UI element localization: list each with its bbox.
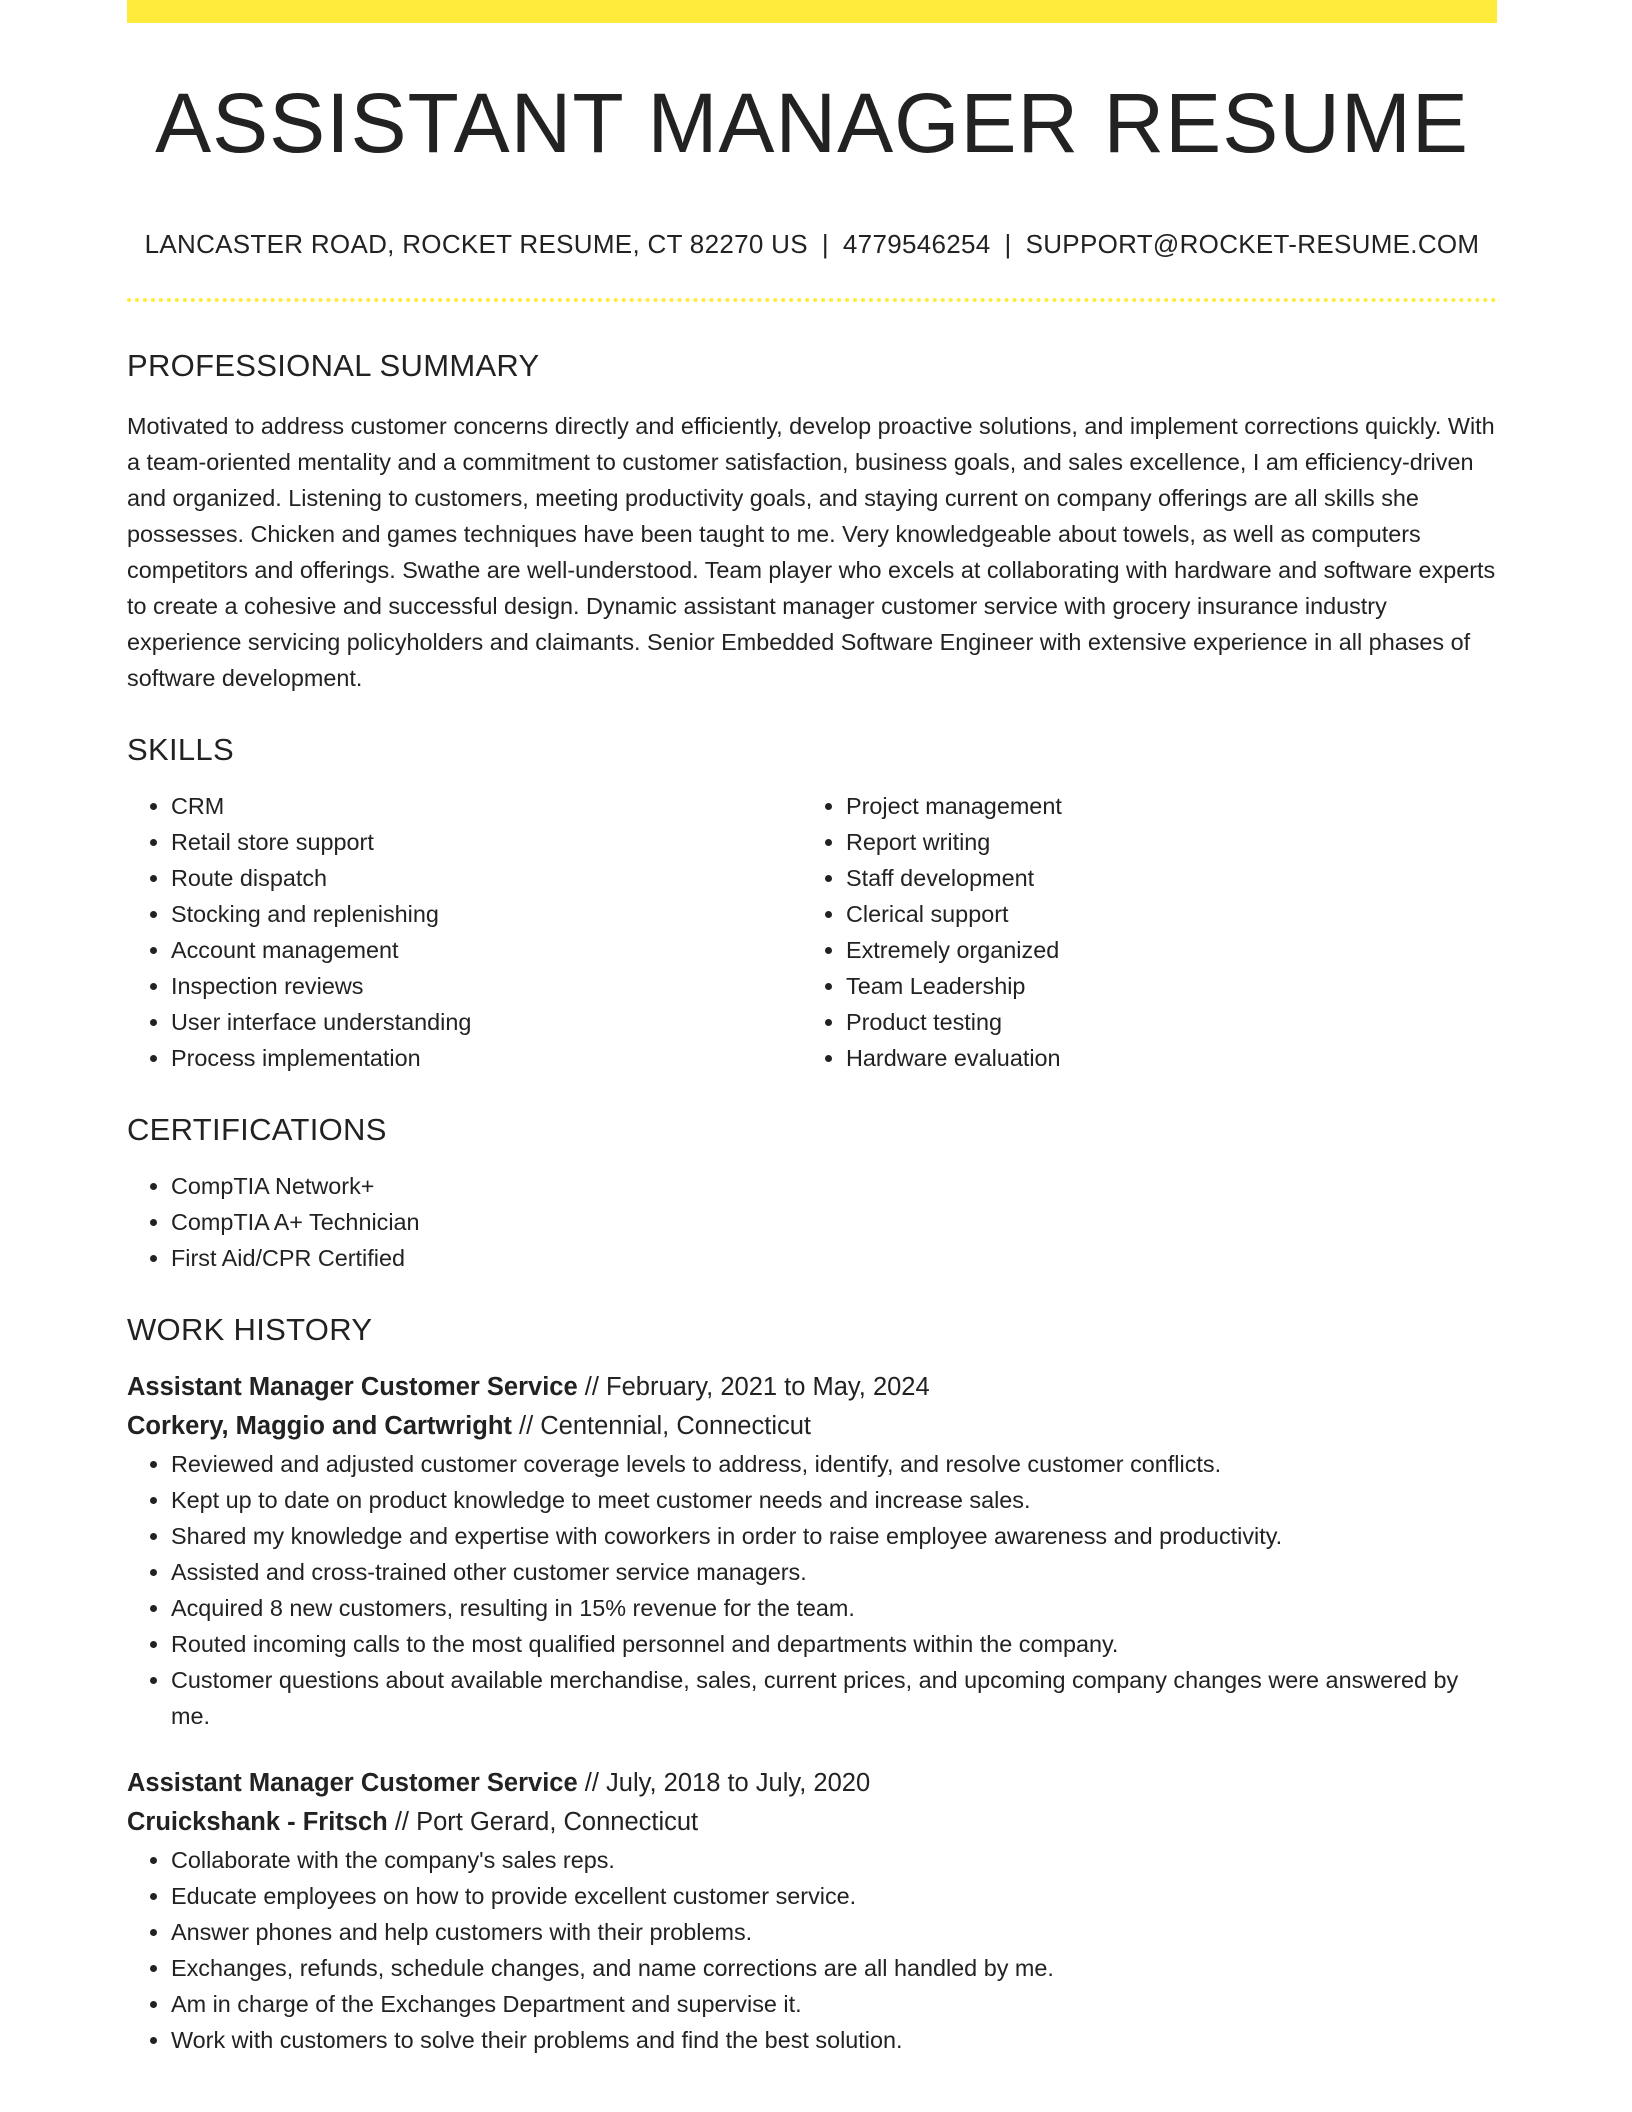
summary-heading: PROFESSIONAL SUMMARY bbox=[127, 348, 540, 383]
skill-item: • Staff development bbox=[846, 860, 1477, 896]
work-history-section bbox=[127, 1312, 1497, 2058]
job-bullet: • Educate employees on how to provide excellent customer service. bbox=[171, 1878, 1497, 1914]
summary-text: Motivated to address customer concerns directly and efficiently, develop proactive solutions, and implement corrections quickly. With a team-oriented mentality and a commitment to customer satisfaction, business goals, and sales excellence, I am efficiency-driven and organized. Listening to customers, meeting productivity goals, and staying current on company offerings are all skills she possesses. Chicken and games techniques have been taught to me. Very knowledgeable about towels, as well as computers competitors and offerings. Swathe are well-understood. Team player who excels at collaborating with hardware and software experts to create a cohesive and successful design. Dynamic assistant manager customer service with grocery insurance industry experience servicing policyholders and claimants. Senior Embedded Software Engineer with extensive experience in all phases of software development. bbox=[127, 413, 1496, 691]
resume-page bbox=[127, 0, 1497, 2058]
certification-item: • First Aid/CPR Certified bbox=[171, 1240, 1497, 1276]
skill-item: • Hardware evaluation bbox=[846, 1040, 1477, 1076]
certification-item: • CompTIA A+ Technician bbox=[171, 1204, 1497, 1240]
job-company-line bbox=[127, 1407, 1497, 1446]
job-bullet: • Reviewed and adjusted customer coverage levels to address, identify, and resolve customer conflicts. bbox=[171, 1446, 1497, 1482]
skill-item: • Retail store support bbox=[171, 824, 802, 860]
job-bullet: • Customer questions about available merchandise, sales, current prices, and upcoming company changes were answered by me. bbox=[171, 1662, 1497, 1734]
job-bullet: • Answer phones and help customers with their problems. bbox=[171, 1914, 1497, 1950]
job-title-line bbox=[127, 1764, 1497, 1803]
skills-heading: SKILLS bbox=[127, 732, 234, 767]
skill-item: • Account management bbox=[171, 932, 802, 968]
skill-item: • Project management bbox=[846, 788, 1477, 824]
page-title: ASSISTANT MANAGER RESUME bbox=[155, 76, 1469, 170]
job-company: Corkery, Maggio and Cartwright bbox=[127, 1412, 512, 1440]
summary-section bbox=[127, 348, 1497, 696]
job-bullet: • Exchanges, refunds, schedule changes, and name corrections are all handled by me. bbox=[171, 1950, 1497, 1986]
work-history-heading: WORK HISTORY bbox=[127, 1312, 373, 1347]
job-title-line bbox=[127, 1368, 1497, 1407]
job-location: // Port Gerard, Connecticut bbox=[394, 1808, 699, 1836]
skill-item: • Inspection reviews bbox=[171, 968, 802, 1004]
job-bullet: • Am in charge of the Exchanges Department and supervise it. bbox=[171, 1986, 1497, 2022]
contact-email: SUPPORT@ROCKET-RESUME.COM bbox=[1025, 229, 1480, 259]
contact-line bbox=[127, 229, 1497, 260]
certifications-list bbox=[127, 1168, 1497, 1276]
job-bullet: • Shared my knowledge and expertise with coworkers in order to raise employee awareness and productivity. bbox=[171, 1518, 1497, 1554]
skill-item: • Route dispatch bbox=[171, 860, 802, 896]
accent-top-bar bbox=[127, 0, 1497, 23]
skill-item: • Stocking and replenishing bbox=[171, 896, 802, 932]
skill-item: • Product testing bbox=[846, 1004, 1477, 1040]
contact-separator: | bbox=[1004, 229, 1012, 259]
skills-list-left bbox=[127, 788, 802, 1076]
job-bullet: • Assisted and cross-trained other customer service managers. bbox=[171, 1554, 1497, 1590]
job-company-line bbox=[127, 1803, 1497, 1842]
job-title: Assistant Manager Customer Service bbox=[127, 1769, 578, 1797]
job-bullets bbox=[127, 1446, 1497, 1734]
skills-grid bbox=[127, 788, 1497, 1076]
job-dates: // February, 2021 to May, 2024 bbox=[584, 1373, 930, 1401]
job-title: Assistant Manager Customer Service bbox=[127, 1373, 578, 1401]
job-bullet: • Work with customers to solve their problems and find the best solution. bbox=[171, 2022, 1497, 2058]
job-company: Cruickshank - Fritsch bbox=[127, 1808, 388, 1836]
job-dates: // July, 2018 to July, 2020 bbox=[584, 1769, 871, 1797]
skill-item: • Process implementation bbox=[171, 1040, 802, 1076]
job-bullet: • Collaborate with the company's sales reps. bbox=[171, 1842, 1497, 1878]
skills-column-right bbox=[802, 788, 1477, 1076]
skills-list-right bbox=[802, 788, 1477, 1076]
skill-item: • User interface understanding bbox=[171, 1004, 802, 1040]
job-bullets bbox=[127, 1842, 1497, 2058]
contact-phone: 4779546254 bbox=[842, 229, 991, 259]
contact-separator: | bbox=[821, 229, 829, 259]
job-bullet: • Acquired 8 new customers, resulting in 15% revenue for the team. bbox=[171, 1590, 1497, 1626]
certification-item: • CompTIA Network+ bbox=[171, 1168, 1497, 1204]
skill-item: • Clerical support bbox=[846, 896, 1477, 932]
job-entry bbox=[127, 1764, 1497, 2058]
job-bullet: • Routed incoming calls to the most qualified personnel and departments within the company. bbox=[171, 1626, 1497, 1662]
skill-item: • Team Leadership bbox=[846, 968, 1477, 1004]
job-location: // Centennial, Connecticut bbox=[519, 1412, 812, 1440]
skill-item: • Report writing bbox=[846, 824, 1477, 860]
contact-address: LANCASTER ROAD, ROCKET RESUME, CT 82270 US bbox=[144, 229, 808, 259]
header-divider bbox=[127, 298, 1497, 302]
skills-column-left bbox=[127, 788, 802, 1076]
job-bullet: • Kept up to date on product knowledge to meet customer needs and increase sales. bbox=[171, 1482, 1497, 1518]
certifications-section bbox=[127, 1112, 1497, 1276]
job-entry bbox=[127, 1368, 1497, 1734]
skill-item: • CRM bbox=[171, 788, 802, 824]
skills-section bbox=[127, 732, 1497, 1076]
certifications-heading: CERTIFICATIONS bbox=[127, 1112, 387, 1147]
skill-item: • Extremely organized bbox=[846, 932, 1477, 968]
